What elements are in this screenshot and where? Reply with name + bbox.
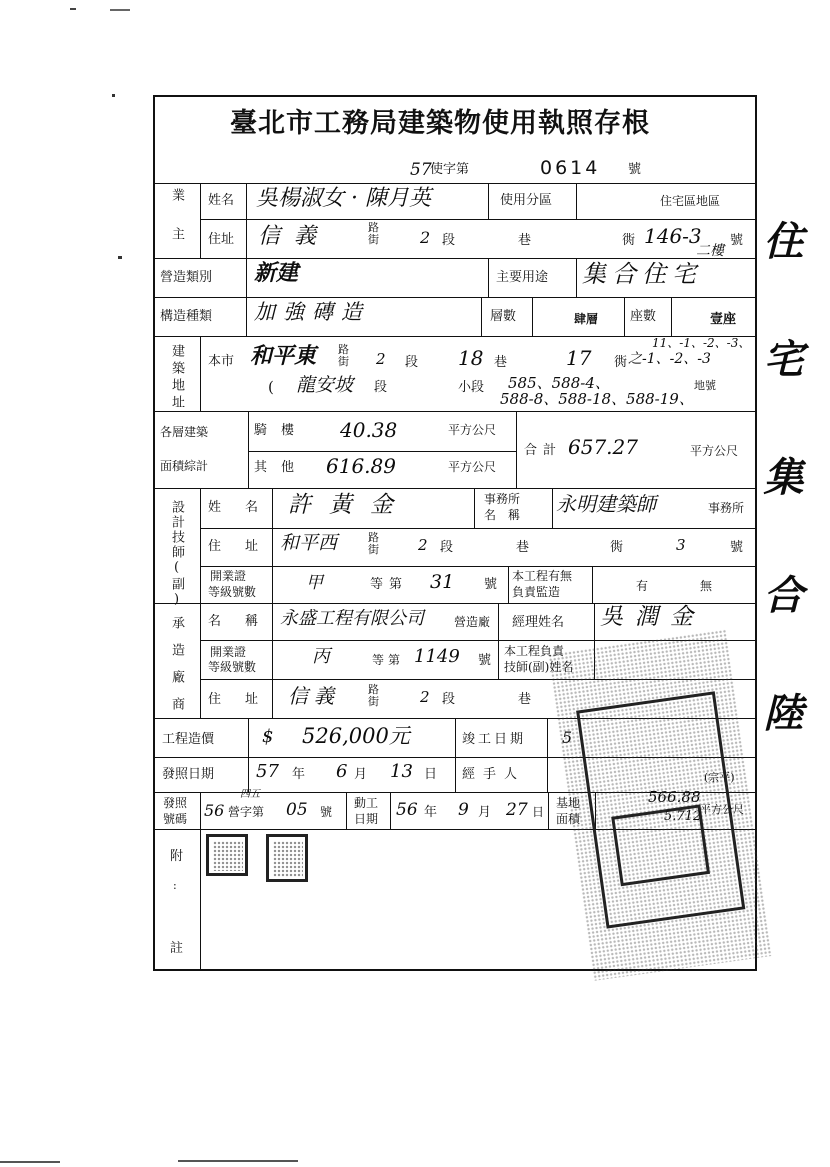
designer-grade-label: 等第 [370, 577, 409, 592]
start-month: 9 [458, 800, 469, 820]
col-divider [498, 603, 499, 679]
structure-value: 加強磚造 [254, 300, 370, 324]
col-divider [624, 297, 625, 336]
supervise-label-2: 負責監造 [512, 585, 561, 599]
col-divider [200, 488, 201, 603]
site-section: 2 [376, 350, 386, 368]
designer-cert-number: 31 [430, 571, 455, 593]
col-divider [390, 792, 391, 829]
col-divider [552, 488, 553, 528]
site-lane: 18 [458, 346, 484, 370]
col-divider [488, 258, 489, 297]
total-label: 合計 [524, 443, 563, 458]
col-divider [516, 411, 517, 488]
designer-address-number: 3 [676, 536, 686, 554]
license-number: 0614 [540, 157, 601, 179]
col-divider [200, 603, 201, 718]
scan-mark [110, 9, 130, 11]
designer-road-label: 路 街 [368, 531, 379, 557]
permit-label-2: 號碼 [163, 812, 188, 826]
designer-group-label: 設計技師(副) [169, 500, 184, 609]
notes-colon: : [173, 879, 177, 892]
designer-name: 許黃金 [288, 492, 411, 518]
office-label-2: 名 稱 [484, 508, 521, 522]
notes-label-1: 附 [170, 849, 184, 864]
designer-cert-label-2: 等級號數 [208, 585, 257, 599]
zone-label: 使用分區 [500, 193, 553, 208]
owner-address-floor: 二樓 [696, 243, 724, 259]
floors-value: 肆層 [574, 312, 599, 326]
license-year: 57 [410, 160, 432, 180]
supervise-label-1: 本工程有無 [512, 569, 573, 583]
blocks-label: 座數 [630, 309, 657, 324]
col-divider [532, 297, 533, 336]
col-divider [200, 336, 201, 411]
manager-name: 吳潤金 [600, 604, 705, 630]
land-number-1: 585、588-4、 [508, 374, 610, 392]
completion-year: 5 [562, 728, 573, 747]
land-number-2: 588-8、588-18、588-19、 [500, 390, 694, 408]
site-section-label: 段 [405, 355, 419, 370]
notes-label-2: 註 [170, 941, 184, 956]
factory-label: 營造廠 [454, 615, 491, 629]
owner-name-label: 姓名 [208, 193, 235, 208]
contractor-cert-grade: 丙 [312, 646, 330, 667]
designer-number-label: 號 [730, 540, 744, 555]
contractor-section-label: 段 [442, 692, 456, 707]
site-number-top: 11、-1、-2、-3、 [652, 336, 751, 350]
lot-area-1: 566.88 [648, 788, 701, 806]
arcade-label: 騎樓 [254, 423, 309, 438]
cost-label: 工程造價 [162, 732, 215, 747]
office-suffix: 事務所 [708, 501, 745, 515]
manager-label: 經理姓名 [512, 615, 565, 630]
designer-cert-label-1: 開業證 [210, 569, 247, 583]
land-number-label: 地號 [694, 379, 716, 392]
start-year-label: 年 [424, 805, 438, 820]
blocks-value: 壹座 [710, 312, 737, 327]
contractor-name-label: 名稱 [208, 614, 283, 629]
row-divider [200, 566, 757, 567]
cost-prefix: $ [262, 726, 274, 747]
form-title: 臺北市工務局建築物使用執照存根 [230, 108, 650, 139]
permit-unit: 號 [320, 805, 333, 819]
row-divider [248, 451, 516, 452]
lot-area-2: 5.712 [664, 809, 702, 824]
contractor-address-label: 住址 [208, 692, 283, 707]
license-kind: 使字第 [430, 162, 470, 177]
row-divider [153, 297, 757, 298]
issue-month: 6 [336, 761, 348, 782]
number-label: 號 [730, 233, 744, 248]
total-area: 657.27 [568, 435, 638, 459]
designer-section-label: 段 [440, 540, 454, 555]
cost-value: 526,000元 [302, 724, 410, 748]
other-unit: 平方公尺 [448, 460, 497, 474]
col-divider [200, 792, 201, 829]
col-divider [248, 411, 249, 488]
use-label: 主要用途 [496, 270, 549, 285]
col-divider [455, 718, 456, 793]
row-divider [153, 183, 757, 184]
contractor-cert-number: 1149 [414, 646, 460, 667]
col-divider [246, 183, 247, 258]
col-divider [246, 297, 247, 336]
office-label-1: 事務所 [484, 492, 521, 506]
owner-address-number: 146-3 [644, 224, 702, 248]
scan-mark [0, 1161, 60, 1163]
use-value: 集合住宅 [582, 260, 702, 288]
scan-mark [70, 8, 76, 10]
alley-label: 衖 [622, 233, 636, 248]
designer-alley-label: 衖 [610, 540, 624, 555]
contractor-grade-label: 等第 [372, 653, 405, 667]
designer-address-label: 住址 [208, 539, 283, 554]
permit-label-1: 發照 [163, 796, 188, 810]
col-divider [548, 792, 549, 829]
start-day: 27 [506, 800, 528, 820]
build-type-value: 新建 [254, 260, 299, 286]
permit-year: 56 [204, 801, 225, 820]
owner-address-section: 2 [420, 228, 431, 247]
issue-year: 57 [256, 761, 279, 782]
permit-number: 05 [286, 800, 308, 820]
other-area: 616.89 [326, 454, 396, 478]
owner-address-district: 信義 [258, 224, 331, 249]
designer-address-section: 2 [418, 536, 428, 554]
col-divider [671, 297, 672, 336]
row-divider [153, 411, 757, 412]
start-day-label: 日 [532, 805, 545, 819]
col-divider [576, 183, 577, 219]
start-label-2: 日期 [354, 812, 379, 826]
permit-kind: 營字第 [228, 805, 265, 819]
contractor-cert-unit: 號 [478, 653, 492, 668]
lot-label-2: 面積 [556, 812, 581, 826]
tech-label-1: 本工程負責 [504, 644, 565, 658]
stamp-small-label: (宗平) [704, 771, 735, 784]
seal-stamp-right [266, 834, 308, 882]
lot-unit: 平方公尺 [700, 803, 744, 816]
license-unit: 號 [628, 162, 642, 177]
designer-name-label: 姓名 [208, 500, 283, 515]
col-divider [346, 792, 347, 829]
supervise-no: 無 [700, 579, 713, 593]
handler-label: 經手人 [462, 767, 526, 782]
row-divider [153, 488, 757, 489]
designer-lane-label: 巷 [516, 540, 530, 555]
site-number: 之-1、-2、-3 [628, 351, 711, 367]
supervise-yes: 有 [636, 579, 649, 593]
col-divider [576, 258, 577, 297]
scan-mark [118, 256, 122, 259]
floors-label: 層數 [490, 309, 517, 324]
site-address-label: 建築地址 [169, 344, 184, 412]
side-note: 住宅集合陸 [757, 220, 804, 810]
land-subsection-label: 小段 [458, 380, 485, 395]
col-divider [592, 566, 593, 603]
contractor-address-road: 信義 [288, 684, 340, 708]
structure-label: 構造種類 [160, 309, 213, 324]
contractor-cert-label-1: 開業證 [210, 645, 247, 659]
start-label-1: 動工 [354, 796, 379, 810]
issue-label: 發照日期 [162, 767, 215, 782]
arcade-unit: 平方公尺 [448, 423, 497, 437]
seal-stamp-left [206, 834, 248, 876]
designer-cert-grade: 甲 [306, 573, 323, 593]
office-name: 永明建築師 [556, 492, 656, 516]
completion-label: 竣工日期 [462, 732, 527, 747]
col-divider [248, 718, 249, 793]
designer-address-road: 和平西 [280, 532, 338, 554]
col-divider [200, 829, 201, 971]
other-label: 其他 [254, 460, 309, 475]
designer-cert-unit: 號 [484, 577, 498, 592]
col-divider [481, 297, 482, 336]
col-divider [547, 718, 548, 793]
permit-prefix: 四五 [240, 789, 260, 800]
col-divider [488, 183, 489, 219]
contractor-lane-label: 巷 [518, 692, 532, 707]
build-type-label: 營造類別 [160, 270, 213, 285]
start-month-label: 月 [478, 805, 492, 820]
col-divider [200, 183, 201, 258]
lane-label: 巷 [518, 233, 532, 248]
contractor-address-section: 2 [420, 688, 430, 706]
scan-mark [178, 1160, 298, 1162]
col-divider [246, 258, 247, 297]
site-road: 和平東 [250, 343, 317, 369]
site-lane-label: 巷 [494, 355, 508, 370]
site-alley: 17 [566, 346, 592, 370]
land-section: 龍安坡 [296, 374, 354, 396]
contractor-group-label: 承造廠商 [169, 616, 184, 724]
issue-year-label: 年 [292, 767, 306, 782]
issue-day: 13 [390, 761, 413, 782]
owner-group-label: 業主 [169, 188, 184, 266]
col-divider [508, 566, 509, 603]
issue-day-label: 日 [424, 767, 438, 782]
owner-name: 吳楊淑女 · 陳月英 [256, 186, 431, 211]
land-open-paren: ( [268, 378, 274, 396]
tech-label-2: 技師(副)姓名 [504, 660, 574, 674]
area-group-label-2: 面積綜計 [160, 459, 209, 473]
contractor-name: 永盛工程有限公司 [280, 608, 424, 629]
arcade-area: 40.38 [340, 418, 398, 442]
land-section-label: 段 [374, 380, 388, 395]
site-road-label: 路 街 [338, 343, 349, 369]
contractor-cert-label-2: 等級號數 [208, 660, 257, 674]
section-label: 段 [442, 233, 456, 248]
col-divider [474, 488, 475, 528]
total-unit: 平方公尺 [690, 444, 739, 458]
area-group-label-1: 各層建築 [160, 425, 209, 439]
row-divider [200, 219, 757, 220]
road-label: 路 街 [368, 221, 379, 247]
scan-mark [112, 94, 115, 97]
row-divider [200, 528, 757, 529]
issue-month-label: 月 [354, 767, 368, 782]
lot-label-1: 基地 [556, 796, 581, 810]
site-alley-label: 衖 [614, 355, 628, 370]
owner-address-label: 住址 [208, 232, 235, 247]
start-year: 56 [396, 800, 418, 820]
zone-value: 住宅區地區 [660, 194, 721, 208]
row-divider [153, 258, 757, 259]
city-label: 本市 [208, 354, 235, 369]
contractor-road-label: 路 街 [368, 683, 379, 709]
